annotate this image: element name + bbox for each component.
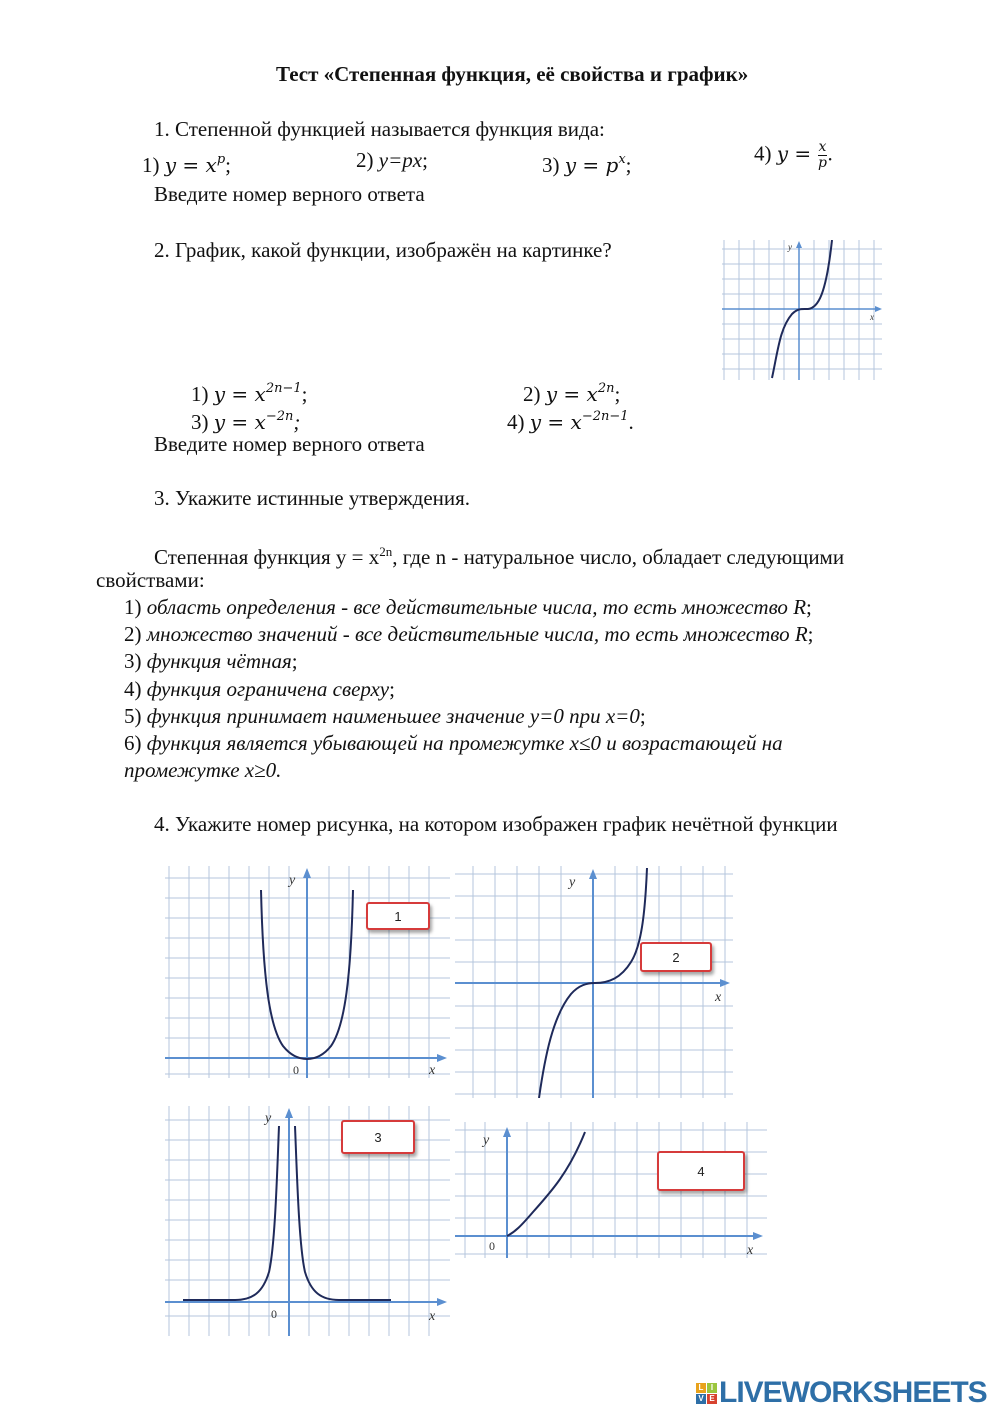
q2-option-3: 3) $y = x^{-2n}$; — [191, 409, 301, 434]
q2-y-label: y — [788, 242, 792, 252]
logo-mark-icon: L I V E — [696, 1383, 717, 1404]
graph-4-y-arrow — [503, 1127, 511, 1137]
q3-intro-cont: свойствами: — [96, 568, 205, 592]
q1-text: 1. Степенной функцией называется функция вида: — [154, 117, 605, 141]
graph-1-badge: 1 — [366, 902, 430, 930]
graph-4-curve — [507, 1132, 585, 1236]
graph-2 — [455, 866, 733, 1098]
graph-1-x-arrow — [437, 1054, 447, 1062]
q3-statement-2: 2) множество значений - все действительные числа, то есть множество R; — [124, 622, 814, 646]
q2-option-1: 1) $y = x^{2n-1}$; — [191, 381, 308, 406]
q2-x-label: x — [870, 312, 874, 322]
q3-statement-5: 5) функция принимает наименьшее значение y=0 при x=0; — [124, 704, 646, 728]
q3-statement-6-cont: промежутке x≥0. — [124, 758, 282, 782]
graph-1 — [165, 866, 450, 1078]
q3-text: 3. Укажите истинные утверждения. — [154, 486, 471, 510]
graph-1-x-label: x — [429, 1063, 436, 1078]
graph-1-y-label: y — [289, 873, 296, 888]
graph-1-y-arrow — [303, 868, 311, 878]
q3-statement-1: 1) область определения - все действительные числа, то есть множество R; — [124, 595, 812, 619]
q3-statement-4: 4) функция ограничена сверху; — [124, 677, 395, 701]
q2-prompt: Введите номер верного ответа — [154, 432, 425, 456]
q2-option-4: 4) $y = x^{-2n-1}$. — [507, 409, 634, 434]
q2-graph — [722, 240, 882, 380]
q4-text: 4. Укажите номер рисунка, на котором изображен график нечётной функции — [154, 812, 838, 836]
q2-x-arrow — [875, 306, 882, 312]
q2-option-2: 2) $y = x^{2n}$; — [523, 381, 621, 406]
graph-4-x-arrow — [753, 1232, 763, 1240]
q3-statement-3: 3) функция чётная; — [124, 649, 298, 673]
q1-option-2: 2) y=px; — [356, 148, 428, 172]
graph-4-y-label: y — [483, 1133, 490, 1148]
graph-3-curve-left — [183, 1126, 279, 1300]
graph-2-badge: 2 — [640, 942, 712, 972]
q3-statement-6: 6) функция является убывающей на промежутке x≤0 и возрастающей на — [124, 731, 783, 755]
graph-3-x-label: x — [429, 1309, 436, 1324]
graph-2-y-label: y — [569, 875, 576, 890]
graph-3-y-arrow — [285, 1108, 293, 1118]
graph-3-origin-label: 0 — [271, 1307, 277, 1321]
q1-option-1: 1) $y = x^p$; — [142, 152, 231, 177]
graph-4-x-label: x — [747, 1243, 754, 1258]
q1-prompt: Введите номер верного ответа — [154, 182, 425, 206]
q1-option-4: 4) y = $\frac{x}{p}$ . — [754, 139, 833, 171]
q2-text: 2. График, какой функции, изображён на картинке? — [154, 238, 612, 262]
graph-3-badge: 3 — [341, 1120, 415, 1154]
graph-4-origin-label: 0 — [489, 1239, 495, 1253]
graph-2-x-label: x — [715, 990, 722, 1005]
graph-3-y-label: y — [265, 1111, 272, 1126]
liveworksheets-logo — [696, 1376, 987, 1410]
q3-intro: Степенная функция $y = x^{2n}$, где n - натуральное число, обладает следующими — [154, 544, 845, 569]
q2-y-arrow — [796, 241, 802, 248]
graph-1-origin-label: 0 — [293, 1063, 299, 1077]
graph-4-badge: 4 — [657, 1151, 745, 1191]
graph-3-x-arrow — [437, 1298, 447, 1306]
page-title: Тест «Степенная функция, её свойства и график» — [276, 62, 749, 86]
logo-text: LIVEWORKSHEETS — [719, 1376, 987, 1409]
q1-option-3: 3) $y = p^x$; — [542, 152, 632, 177]
